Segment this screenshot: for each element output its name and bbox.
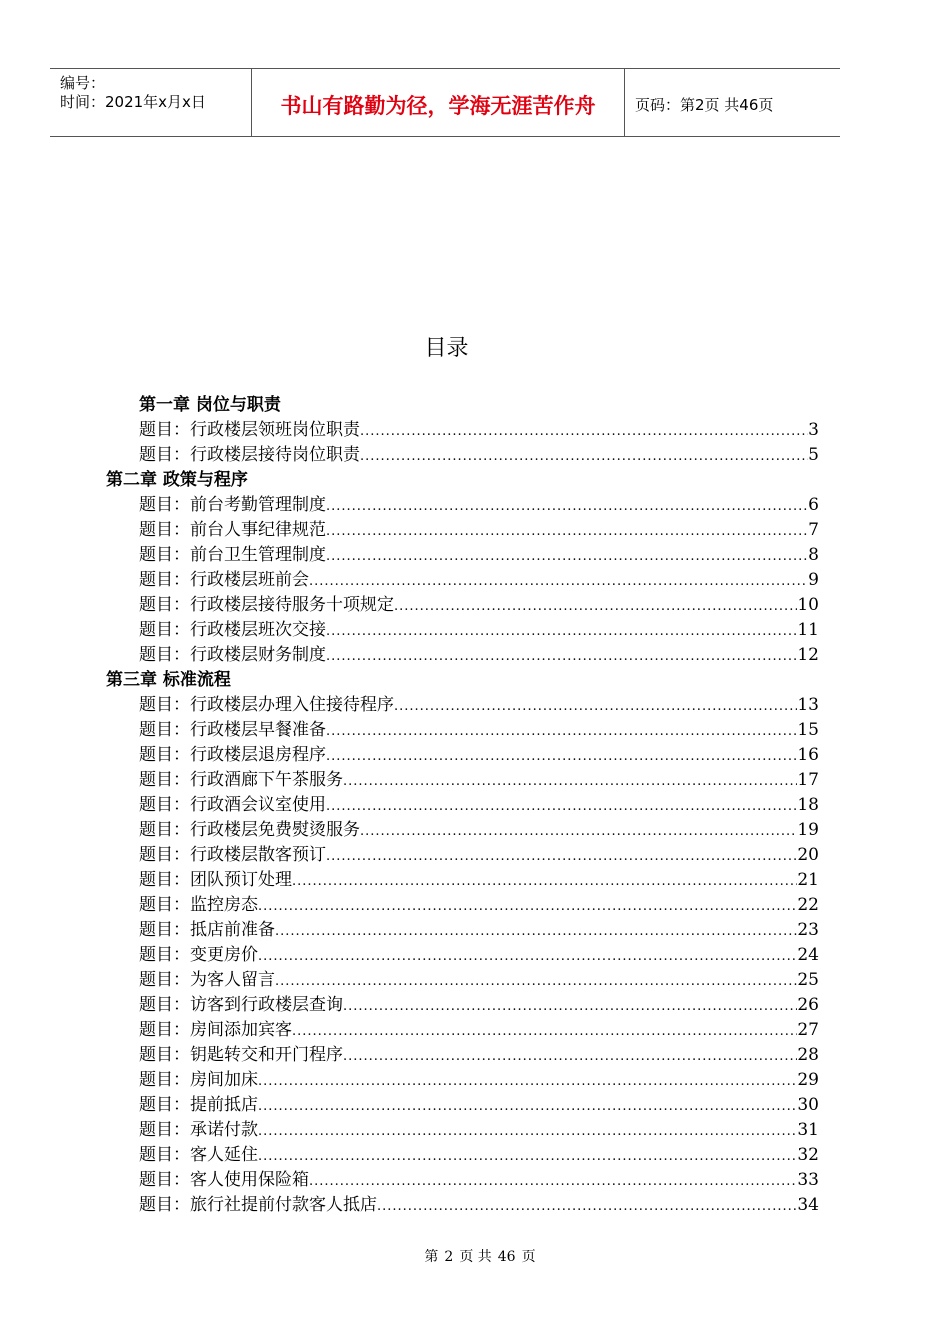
toc-leader	[326, 494, 808, 519]
toc-entry[interactable]	[139, 993, 819, 1018]
toc-entry-page: 23	[797, 920, 819, 940]
toc-entry-title: 题目：前台卫生管理制度	[139, 545, 326, 565]
header-page-cell	[625, 69, 840, 136]
toc-leader	[275, 969, 797, 994]
toc-entry[interactable]	[139, 1093, 819, 1118]
toc-entry-page: 32	[797, 1145, 819, 1165]
toc-entry-title: 题目：客人延住	[139, 1145, 258, 1165]
toc-chapter: 第三章 标准流程	[106, 670, 231, 690]
toc-entry-page: 7	[808, 520, 819, 540]
toc-entry-title: 题目：监控房态	[139, 895, 258, 915]
document-time-label: 时间：2021年x月x日	[60, 93, 206, 111]
toc-entry-page: 22	[797, 895, 819, 915]
toc-entry[interactable]	[139, 968, 819, 993]
toc-entry-page: 19	[797, 820, 819, 840]
toc-entry[interactable]	[139, 1143, 819, 1168]
footer-mid: 页 共	[459, 1249, 492, 1265]
toc-entry-page: 31	[797, 1120, 819, 1140]
toc-entry-title: 题目：行政楼层散客预订	[139, 845, 326, 865]
toc-entry[interactable]	[139, 1043, 819, 1068]
toc-entry-title: 题目：行政楼层接待岗位职责	[139, 445, 360, 465]
toc-leader	[258, 894, 797, 919]
toc-entry-title: 题目：行政楼层班前会	[139, 570, 309, 590]
toc-entry-title: 题目：行政楼层班次交接	[139, 620, 326, 640]
toc-chapter: 第二章 政策与程序	[106, 470, 248, 490]
toc-leader	[326, 844, 797, 869]
footer-prefix: 第	[424, 1249, 439, 1265]
toc-entry-title: 题目：钥匙转交和开门程序	[139, 1045, 343, 1065]
toc-entry-title: 题目：行政酒会议室使用	[139, 795, 326, 815]
toc-leader	[360, 419, 808, 444]
toc-entry-page: 16	[797, 745, 819, 765]
toc-entry[interactable]	[139, 793, 819, 818]
header-page-code: 页码：第2页 共46页	[635, 96, 774, 114]
toc-leader	[292, 869, 797, 894]
toc-entry[interactable]	[139, 418, 819, 443]
toc-entry-page: 33	[797, 1170, 819, 1190]
toc-entry[interactable]	[139, 693, 819, 718]
toc-entry-page: 5	[808, 445, 819, 465]
toc-leader	[394, 594, 797, 619]
toc-entry-title: 题目：行政楼层办理入住接待程序	[139, 695, 394, 715]
toc-entry-title: 题目：抵店前准备	[139, 920, 275, 940]
toc-entry[interactable]	[139, 1068, 819, 1093]
toc-entry[interactable]	[139, 768, 819, 793]
toc-entry-page: 12	[797, 645, 819, 665]
footer-total-pages: 46	[497, 1249, 516, 1265]
toc-leader	[275, 919, 797, 944]
toc-entry-page: 9	[808, 570, 819, 590]
toc-entry-title: 题目：客人使用保险箱	[139, 1170, 309, 1190]
toc-leader	[326, 644, 797, 669]
toc-entry-page: 6	[808, 495, 819, 515]
toc-title: 目录	[424, 336, 469, 361]
toc-entry-title: 题目：房间加床	[139, 1070, 258, 1090]
toc-leader	[309, 569, 808, 594]
toc-entry-page: 25	[797, 970, 819, 990]
toc-entry[interactable]	[139, 743, 819, 768]
toc-leader	[360, 444, 808, 469]
toc-entry[interactable]	[139, 943, 819, 968]
toc-entry-page: 21	[797, 870, 819, 890]
toc-entry-page: 26	[797, 995, 819, 1015]
toc-leader	[394, 694, 797, 719]
toc-leader	[258, 944, 797, 969]
toc-leader	[326, 794, 797, 819]
toc-leader	[258, 1144, 797, 1169]
toc-leader	[343, 994, 797, 1019]
toc-entry-page: 13	[797, 695, 819, 715]
header-meta-cell	[50, 69, 252, 136]
toc-entry-page: 18	[797, 795, 819, 815]
toc-entry[interactable]	[139, 643, 819, 668]
toc-leader	[258, 1119, 797, 1144]
toc-entry-title: 题目：旅行社提前付款客人抵店	[139, 1195, 377, 1215]
toc-entry-title: 题目：访客到行政楼层查询	[139, 995, 343, 1015]
toc-entry[interactable]	[139, 1018, 819, 1043]
page-footer	[0, 1246, 950, 1266]
toc-leader	[258, 1069, 797, 1094]
toc-leader	[377, 1194, 797, 1219]
toc-entry[interactable]	[139, 843, 819, 868]
toc-entry-page: 29	[797, 1070, 819, 1090]
toc-leader	[326, 719, 797, 744]
toc-entry[interactable]	[139, 918, 819, 943]
document-header	[50, 68, 840, 137]
toc-entry[interactable]	[139, 593, 819, 618]
toc-entry-title: 题目：房间添加宾客	[139, 1020, 292, 1040]
toc-entry[interactable]	[139, 1193, 819, 1218]
toc-entry-title: 题目：行政楼层早餐准备	[139, 720, 326, 740]
toc-entry-title: 题目：承诺付款	[139, 1120, 258, 1140]
toc-leader	[258, 1094, 797, 1119]
toc-entry-title: 题目：前台人事纪律规范	[139, 520, 326, 540]
toc-entry-page: 30	[797, 1095, 819, 1115]
toc-entry[interactable]	[139, 893, 819, 918]
toc-entry-page: 11	[797, 620, 819, 640]
toc-leader	[343, 769, 797, 794]
toc-entry-title: 题目：为客人留言	[139, 970, 275, 990]
toc-entry-title: 题目：变更房价	[139, 945, 258, 965]
toc-entry-page: 10	[797, 595, 819, 615]
header-motto: 书山有路勤为径，学海无涯苦作舟	[280, 94, 596, 118]
toc-entry-title: 题目：行政楼层退房程序	[139, 745, 326, 765]
toc-entry-title: 题目：提前抵店	[139, 1095, 258, 1115]
toc-entry[interactable]	[139, 543, 819, 568]
toc-entry-title: 题目：行政楼层领班岗位职责	[139, 420, 360, 440]
toc-entry-title: 题目：前台考勤管理制度	[139, 495, 326, 515]
toc-chapter: 第一章 岗位与职责	[139, 395, 281, 415]
toc-entry-page: 3	[808, 420, 819, 440]
toc-entry-page: 28	[797, 1045, 819, 1065]
toc-entry[interactable]	[139, 718, 819, 743]
toc-entry-title: 题目：行政酒廊下午茶服务	[139, 770, 343, 790]
toc-entry-title: 题目：行政楼层免费熨烫服务	[139, 820, 360, 840]
toc-entry-title: 题目：团队预订处理	[139, 870, 292, 890]
toc-leader	[326, 544, 808, 569]
document-number-label: 编号：	[60, 74, 106, 92]
toc-leader	[326, 519, 808, 544]
toc-entry[interactable]	[139, 443, 819, 468]
toc-entry-title: 题目：行政楼层财务制度	[139, 645, 326, 665]
toc-entry-page: 27	[797, 1020, 819, 1040]
toc-entry[interactable]	[139, 1118, 819, 1143]
toc-leader	[360, 819, 797, 844]
toc-entry-title: 题目：行政楼层接待服务十项规定	[139, 595, 394, 615]
toc-leader	[309, 1169, 797, 1194]
toc-leader	[343, 1044, 797, 1069]
toc-entry[interactable]	[139, 818, 819, 843]
footer-suffix: 页	[521, 1249, 536, 1265]
toc-entry[interactable]	[139, 868, 819, 893]
toc-entry[interactable]	[139, 1168, 819, 1193]
toc-leader	[326, 744, 797, 769]
toc-entry-page: 34	[797, 1195, 819, 1215]
toc-entry[interactable]	[139, 518, 819, 543]
header-motto-cell	[252, 69, 625, 136]
footer-page-number: 2	[444, 1249, 454, 1265]
toc-entry-page: 8	[808, 545, 819, 565]
toc-entry-page: 15	[797, 720, 819, 740]
toc-leader	[326, 619, 797, 644]
toc-entry[interactable]	[139, 493, 819, 518]
toc-entry-page: 17	[797, 770, 819, 790]
toc-leader	[292, 1019, 797, 1044]
toc-entry[interactable]	[139, 618, 819, 643]
toc-entry-page: 24	[797, 945, 819, 965]
toc-entry[interactable]	[139, 568, 819, 593]
toc-entry-page: 20	[797, 845, 819, 865]
